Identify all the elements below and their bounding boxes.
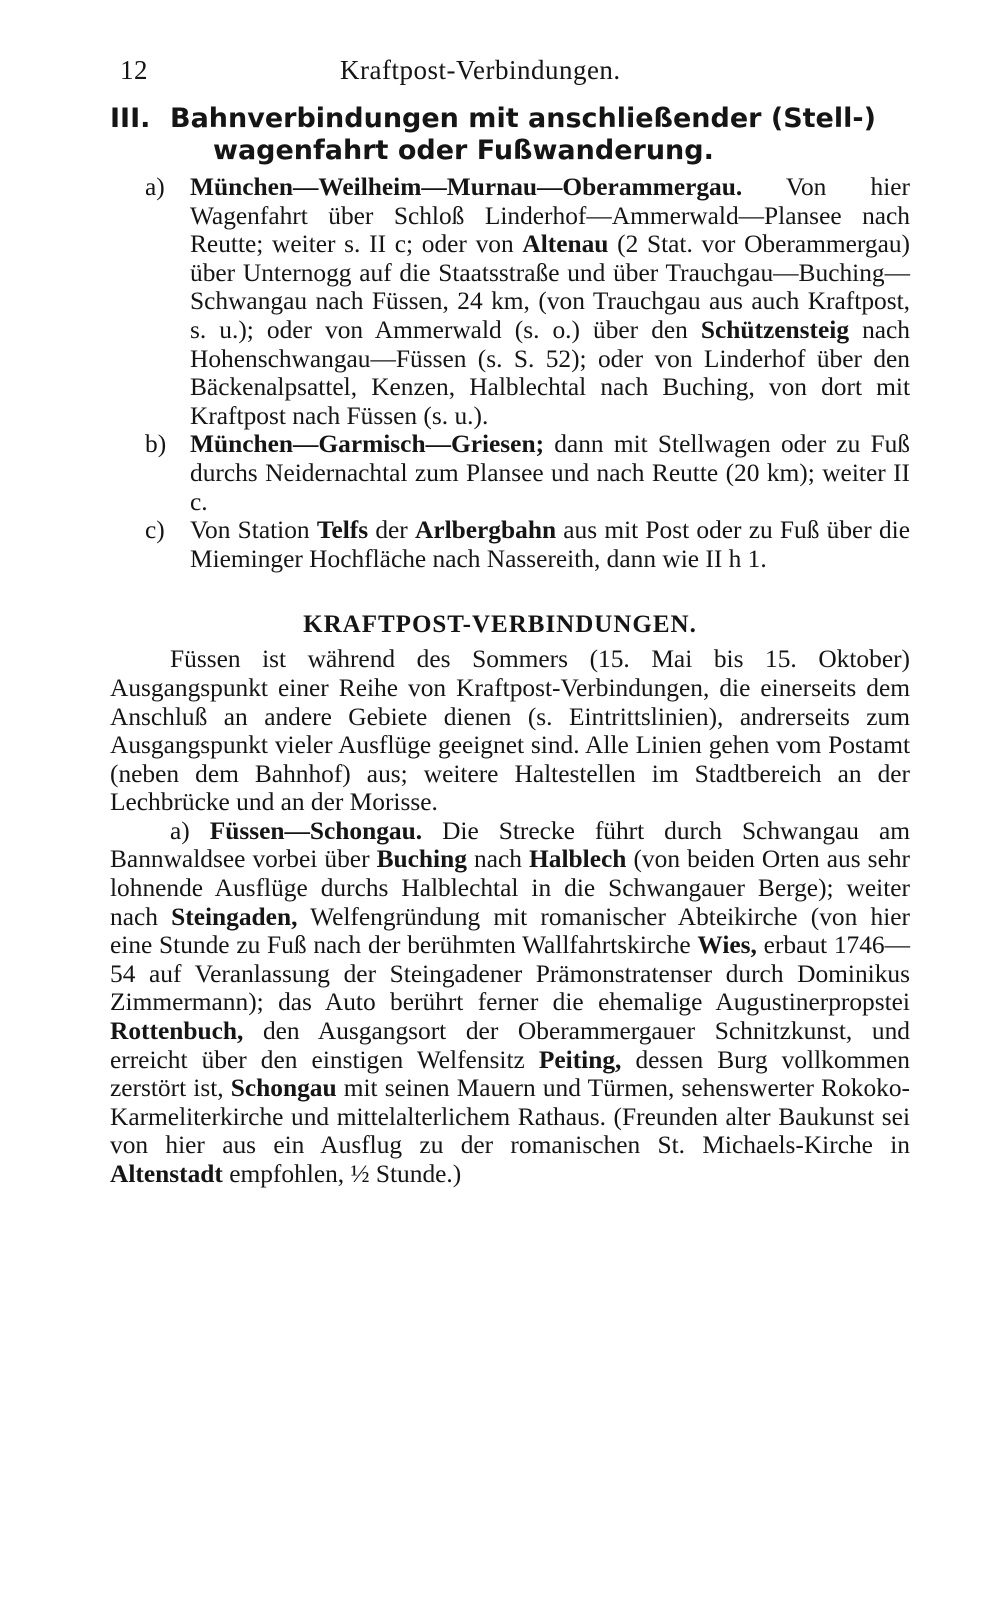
place-name: Schützensteig — [700, 315, 850, 344]
subsection-heading: KRAFTPOST-VERBINDUNGEN. — [303, 611, 697, 639]
place-name: Rottenbuch, — [110, 1017, 244, 1046]
body-text: Die Strecke führt durch Schwangau am Bannwaldsee vorbei über — [110, 816, 910, 874]
section-title-1: Bahnverbindungen mit anschließender (Stell-) — [170, 103, 876, 134]
body-text: der — [368, 516, 415, 545]
intro-paragraph: Füssen ist während des Sommers (15. Mai bis 15. Oktober) Ausgangspunkt einer Reihe von Kraftpost-Verbindungen, die einerseits dem Anschluß an andere Gebiete dienen (s. Eintrittslinien), andrerseits zum Ausgangspunkt vieler Ausflüge geeignet sind. Alle Linien gehen vom Postamt (neben dem Bahnhof) aus; weitere Haltestellen im Stadtbereich an der Lechbrücke und an der Morisse. — [110, 645, 910, 817]
body-text: aus mit Post oder zu Fuß über die Mieminger Hochfläche nach Nassereith, dann wie II h 1. — [190, 516, 911, 573]
body-text: Von Station — [190, 516, 317, 545]
place-name: Buching — [376, 845, 467, 874]
place-name: Telfs — [316, 516, 369, 545]
item-label: a) — [145, 173, 165, 201]
body-text: Welfengründung mit romanischer Abteikirche (von hier eine Stunde zu Fuß nach der berühmten Wallfahrtskirche — [110, 902, 911, 960]
place-name: Altenau — [522, 230, 609, 259]
body-text: Von hier Wagenfahrt über Schloß Linderhof—Ammerwald—Plansee nach Reutte; weiter s. II c; oder von — [190, 173, 910, 259]
body-text: dann mit Stellwagen oder zu Fuß durchs Neidernachtal zum Plansee und nach Reutte (20 km); weiter II c. — [190, 430, 910, 516]
body-text: empfohlen, ½ Stunde.) — [222, 1160, 462, 1188]
item-label: b) — [145, 430, 167, 459]
route-name: Füssen—Schongau. — [209, 816, 423, 845]
route-name: München—Weilheim—Murnau—Oberammergau. — [190, 173, 743, 201]
body-text: (von beiden Orten aus sehr lohnende Ausflüge durchs Halblechtal in die Schwangauer Berge); weiter nach — [110, 845, 910, 931]
section-heading-line-2: wagenfahrt oder Fußwanderung. — [213, 135, 714, 166]
body-text: nach Hohenschwangau—Füssen (s. S. 52); oder von Linderhof über den Bäckenalpsattel, Kenzen, Halblechtal nach Buching, von dort mit Kraftpost nach Füssen (s. u.). — [190, 315, 910, 430]
place-name: Schongau — [230, 1074, 337, 1103]
place-name: Halblech — [529, 845, 627, 874]
running-header — [110, 55, 910, 95]
body-text: den Ausgangsort der Oberammergauer Schnitzkunst, und erreicht über den einstigen Welfensitz — [110, 1017, 910, 1074]
body-text: mit seinen Mauern und Türmen, sehenswerter Rokoko-Karmeliterkirche und mittelalterlichem Rathaus. (Freunden alter Baukunst sei von hier aus ein Ausflug zu der romanischen St. Michaels-Kirche in — [110, 1074, 910, 1160]
body-text: erbaut 1746—54 auf Veranlassung der Steingadener Prämonstratenser durch Dominikus Zimmermann); das Auto berührt ferner die ehemalige Augustinerpropstei — [110, 931, 911, 1017]
body-text: dessen Burg vollkommen zerstört ist, — [110, 1045, 910, 1103]
route-name: München—Garmisch—Griesen; — [190, 430, 545, 459]
page-number: 12 — [120, 55, 148, 85]
list-item-a — [110, 173, 910, 430]
running-title: Kraftpost-Verbindungen. — [340, 55, 621, 85]
body-text: (2 Stat. vor Oberammergau) über Unternogg auf die Staatsstraße und über Trauchgau—Buching—Schwangau nach Füssen, 24 km, (von Trauchgau aus auch Kraftpost, s. u.); oder von Ammerwald (s. o.) über den — [190, 230, 910, 344]
section-heading-line-1 — [110, 103, 910, 135]
route-paragraph-a — [110, 817, 910, 1189]
place-name: Arlbergbahn — [414, 516, 557, 545]
body-text: nach — [466, 845, 530, 874]
section-number: III. — [110, 103, 151, 134]
section-heading — [110, 103, 910, 167]
place-name: Wies, — [697, 931, 757, 960]
list-item-b — [110, 430, 910, 516]
item-label: c) — [145, 516, 165, 545]
item-label: a) — [170, 816, 190, 845]
place-name: Peiting, — [538, 1045, 622, 1074]
place-name: Steingaden, — [171, 902, 298, 931]
page — [110, 55, 910, 1189]
place-name: Altenstadt — [110, 1160, 223, 1188]
list-item-c — [110, 516, 910, 573]
